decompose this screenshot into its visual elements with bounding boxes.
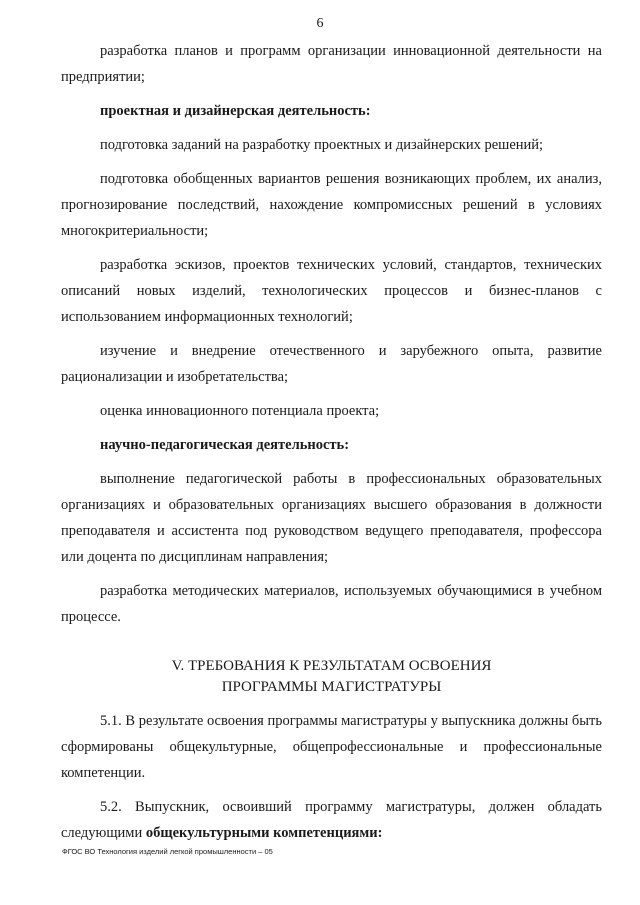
section-heading-line: V. ТРЕБОВАНИЯ К РЕЗУЛЬТАТАМ ОСВОЕНИЯ	[171, 658, 492, 674]
paragraph: 5.1. В результате освоения программы магистратуры у выпускника должны быть сформированы общекультурные, общепрофессиональные и профессиональные компетенции.	[61, 713, 602, 781]
subheading-design: проектная и дизайнерская деятельность:	[100, 103, 371, 119]
paragraph-5-2	[61, 794, 602, 846]
paragraph: разработка методических материалов, используемых обучающимися в учебном процессе.	[61, 583, 602, 625]
section-heading-line: ПРОГРАММЫ МАГИСТРАТУРЫ	[221, 679, 442, 695]
paragraph: разработка планов и программ организации инновационной деятельности на предприятии;	[61, 43, 602, 85]
paragraph-bold-text: общекультурными компетенциями:	[145, 825, 383, 841]
paragraph-text: 5.2. Выпускник, освоивший программу магистратуры, должен обладать следующими	[61, 799, 602, 841]
paragraph: изучение и внедрение отечественного и зарубежного опыта, развитие рационализации и изобретательства;	[61, 343, 602, 385]
paragraph: подготовка обобщенных вариантов решения возникающих проблем, их анализ, прогнозирование последствий, нахождение компромиссных решений в условиях многокритериальности;	[61, 171, 602, 239]
page-body	[61, 38, 602, 846]
subheading-teaching: научно-педагогическая деятельность:	[100, 437, 350, 453]
section-heading	[61, 656, 602, 698]
paragraph: подготовка заданий на разработку проектных и дизайнерских решений;	[100, 137, 544, 153]
paragraph: оценка инновационного потенциала проекта;	[100, 403, 380, 419]
footer: ФГОС ВО Технология изделий легкой промышленности – 05	[62, 847, 273, 856]
page-number: 6	[316, 16, 324, 31]
paragraph: выполнение педагогической работы в профессиональных образовательных организациях и образовательных организациях высшего образования в должности преподавателя и ассистента под руководством ведущего преподавателя, профессора или доцента по дисциплинам направления;	[61, 471, 602, 565]
paragraph: разработка эскизов, проектов технических условий, стандартов, технических описаний новых изделий, технологических процессов и бизнес-планов с использованием информационных технологий;	[61, 257, 602, 325]
